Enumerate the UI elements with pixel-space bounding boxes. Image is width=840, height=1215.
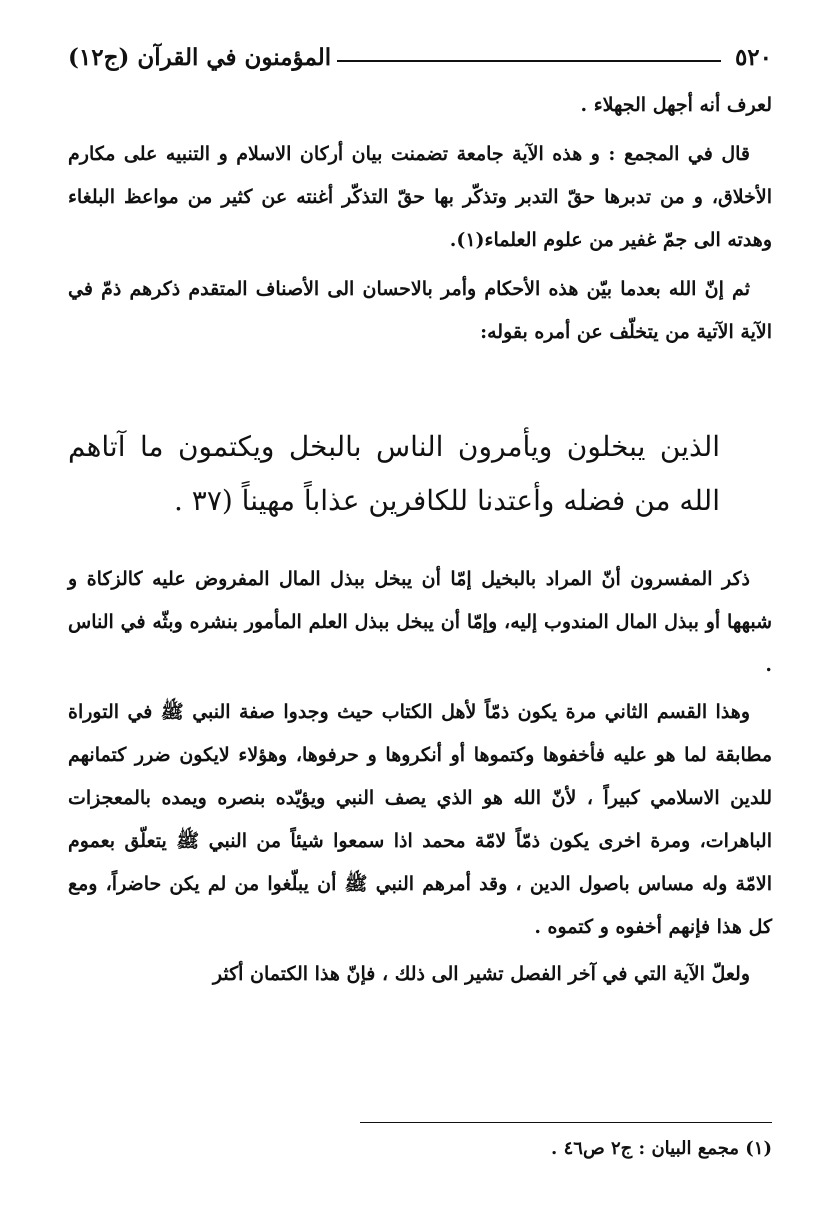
header-rule bbox=[337, 60, 721, 62]
quran-verse: الذين يبخلون ويأمرون الناس بالبخل ويكتمون ما آتاهم الله من فضله وأعتدنا للكافرين عذاباً مهيناً (٣٧ . bbox=[68, 430, 720, 517]
page-header bbox=[68, 36, 772, 78]
footnote: (١) مجمع البيان : ج٢ ص٤٦ . bbox=[551, 1138, 772, 1159]
paragraph-continuation: لعرف أنه أجهل الجهلاء . bbox=[580, 94, 772, 116]
paragraph-commentary-3: ولعلّ الآية التي في آخر الفصل تشير الى ذلك ، فإنّ هذا الكتمان أكثر bbox=[212, 963, 750, 985]
body-text-upper bbox=[68, 84, 772, 354]
body-text-lower bbox=[68, 558, 772, 996]
footnote-rule bbox=[360, 1122, 772, 1123]
paragraph-transition: ثم إنّ الله بعدما بيّن هذه الأحكام وأمر بالاحسان الى الأصناف المتقدم ذكرهم ذمّ في الآية الآتية من يتخلّف عن أمره بقوله: bbox=[68, 278, 772, 343]
page-number: ٥٢٠ bbox=[734, 43, 772, 71]
paragraph-commentary-1: ذكر المفسرون أنّ المراد بالبخيل إمّا أن يبخل ببذل المال المفروض عليه كالزكاة و شبهها أو ببذل المال المندوب إليه، وإمّا أن يبخل ببذل العلم المأمور بنشره وبثّه في الناس . bbox=[68, 568, 772, 676]
paragraph-majma-quote: قال في المجمع : و هذه الآية جامعة تضمنت بيان أركان الاسلام و التنبيه على مكارم الأخلاق، و من تدبرها حقّ التدبر وتذكّر بها حقّ التذكّر أغنته عن كثير من مواعظ البلغاء وهدته الى جمّ غفير من علوم العلماء(١). bbox=[68, 143, 772, 251]
paragraph-commentary-2: وهذا القسم الثاني مرة يكون ذمّاً لأهل الكتاب حيث وجدوا صفة النبي ﷺ في التوراة مطابقة لما هو عليه فأخفوها وكتموها أو أنكروها و حرفوها، وهؤلاء لايكون ضرر كتمانهم للدين الاسلامي كبيراً ، لأنّ الله هو الذي يصف النبي ويؤيّده بنصره ويمده بالمعجزات الباهرات، ومرة اخرى يكون ذمّاً لامّة محمد اذا سمعوا شيئاً من النبي ﷺ يتعلّق بعموم الامّة وله مساس باصول الدين ، وقد أمرهم النبي ﷺ أن يبلّغوا من لم يكن حاضراً، ومع كل هذا فإنهم أخفوه و كتموه . bbox=[68, 701, 772, 938]
running-title: المؤمنون في القرآن (ج١٢) bbox=[68, 43, 332, 71]
